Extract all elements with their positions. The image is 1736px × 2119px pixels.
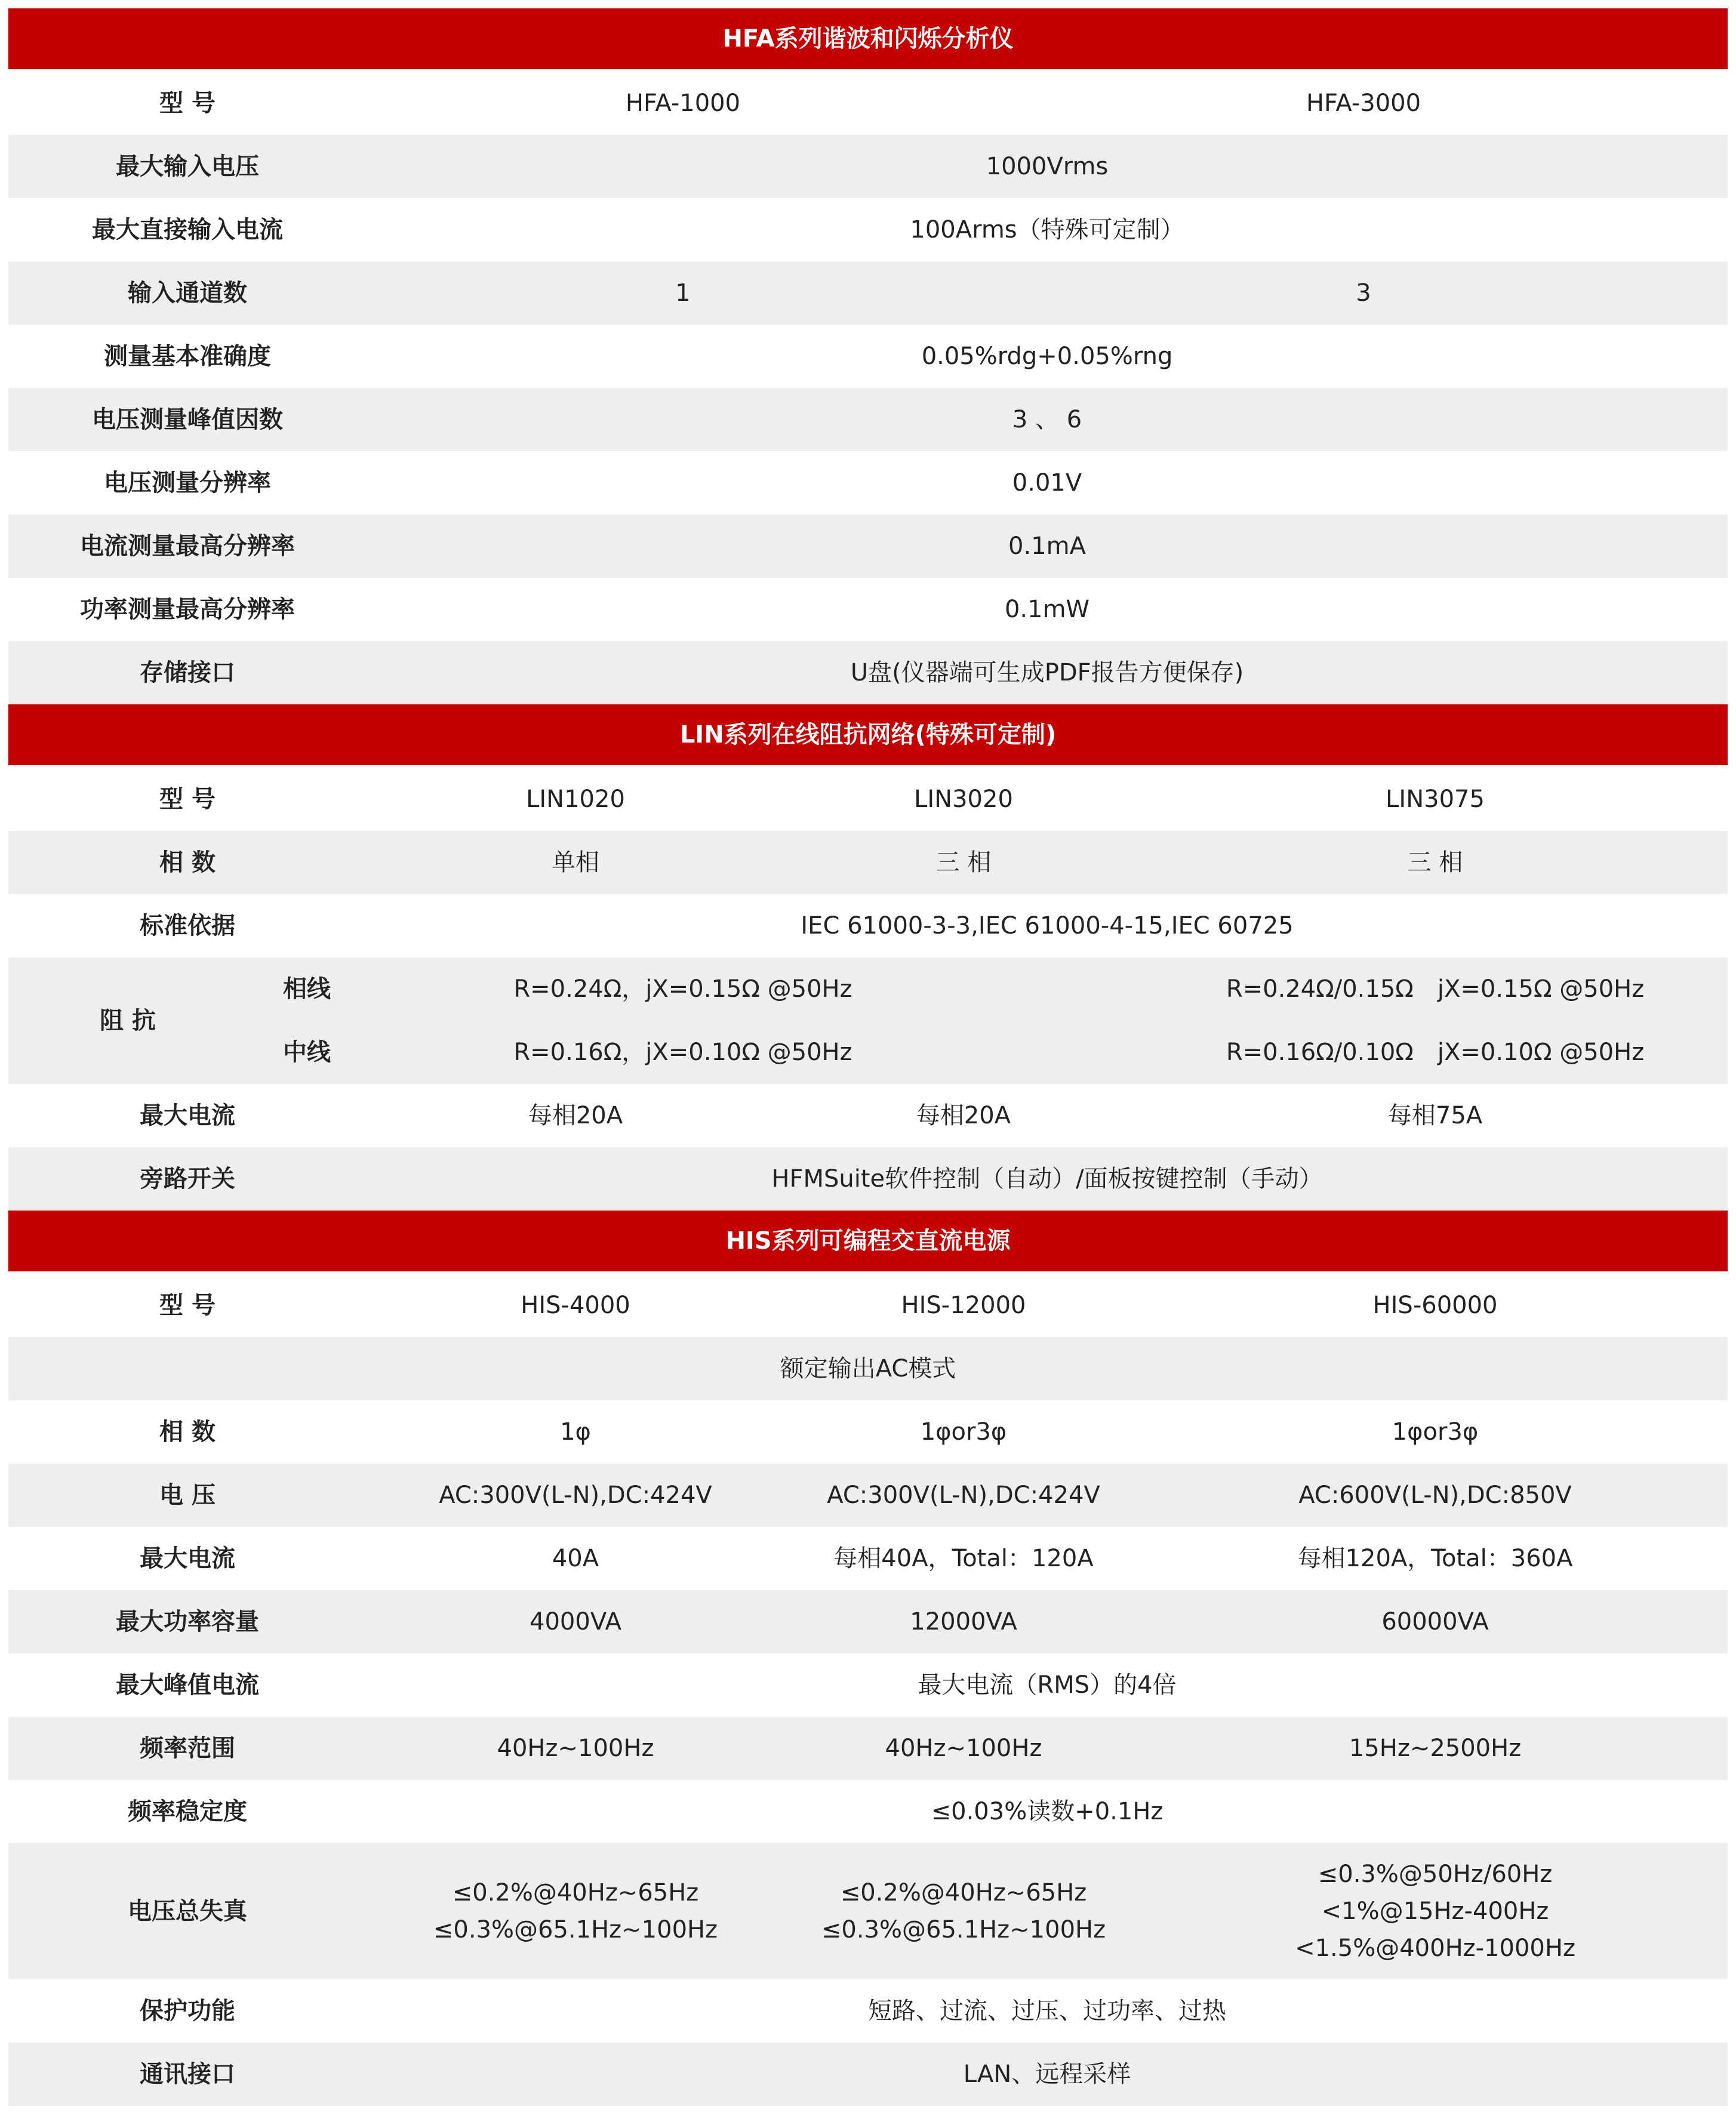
cell: 1φ: [367, 1400, 784, 1464]
table-row: [8, 1147, 1728, 1211]
cell: AC:300V(L-N),DC:424V: [784, 1464, 1143, 1527]
cell: 单相: [367, 831, 784, 894]
cell: 每相75A: [1143, 1084, 1728, 1147]
row-label: 最大输入电压: [8, 135, 367, 198]
row-label: 电压测量分辨率: [8, 451, 367, 515]
table-row: [8, 388, 1728, 451]
row-label: 频率范围: [8, 1717, 367, 1780]
cell: HFA-3000: [999, 72, 1728, 135]
cell: 1: [367, 261, 999, 325]
row-label: 最大电流: [8, 1084, 367, 1147]
table-row: [8, 1979, 1728, 2043]
row-label: 最大峰值电流: [8, 1653, 367, 1717]
row-label: 型 号: [8, 72, 367, 135]
table-row: [8, 515, 1728, 578]
cell: 短路、过流、过压、过功率、过热: [367, 1979, 1728, 2043]
cell: [1143, 1843, 1728, 1979]
cell: 12000VA: [784, 1590, 1143, 1653]
cell: 三 相: [784, 831, 1143, 894]
table-row: [8, 957, 1728, 1021]
row-label: 旁路开关: [8, 1147, 367, 1211]
table-row: [8, 1337, 1728, 1400]
cell: 0.1mA: [367, 515, 1728, 578]
cell-part: R=0.16Ω/0.10Ω: [1226, 1039, 1414, 1066]
cell: 4000VA: [367, 1590, 784, 1653]
spec-table-container: [8, 8, 1728, 2106]
table-row: [8, 1590, 1728, 1653]
row-label: 最大电流: [8, 1527, 367, 1590]
cell: 100Arms（特殊可定制）: [367, 198, 1728, 261]
cell: R=0.16Ω，jX=0.10Ω @50Hz: [367, 1021, 999, 1084]
table-row: [8, 1274, 1728, 1337]
cell-line: ≤0.3%@65.1Hz~100Hz: [821, 1916, 1106, 1944]
cell-empty: [999, 1021, 1143, 1084]
table-row: [8, 325, 1728, 388]
cell: 三 相: [1143, 831, 1728, 894]
cell: U盘(仪器端可生成PDF报告方便保存): [367, 641, 1728, 704]
table-row: [8, 578, 1728, 641]
table-row: [8, 1084, 1728, 1147]
sub-label: 相线: [247, 957, 367, 1021]
row-label: 相 数: [8, 831, 367, 894]
row-label: 电 压: [8, 1464, 367, 1527]
cell: 每相20A: [367, 1084, 784, 1147]
table-row: [8, 451, 1728, 515]
table-row: [8, 1400, 1728, 1464]
table-row: [8, 1780, 1728, 1843]
cell: LIN3075: [1143, 768, 1728, 831]
table-row: [8, 2043, 1728, 2106]
cell: 0.01V: [367, 451, 1728, 515]
table-row: [8, 72, 1728, 135]
cell: 40A: [367, 1527, 784, 1590]
cell: IEC 61000-3-3,IEC 61000-4-15,IEC 60725: [367, 894, 1728, 957]
cell: HFMSuite软件控制（自动）/面板按键控制（手动）: [367, 1147, 1728, 1211]
row-label: 阻 抗: [8, 957, 247, 1084]
table-row: [8, 1717, 1728, 1780]
table-row: [8, 831, 1728, 894]
row-label: 通讯接口: [8, 2043, 367, 2106]
his-section-header: [8, 1211, 1728, 1274]
row-label: 电流测量最高分辨率: [8, 515, 367, 578]
cell-empty: [999, 957, 1143, 1021]
row-label: 功率测量最高分辨率: [8, 578, 367, 641]
row-label: 保护功能: [8, 1979, 367, 2043]
cell: LIN3020: [784, 768, 1143, 831]
cell-line: ≤0.2%@40Hz~65Hz: [840, 1879, 1087, 1907]
cell-line: ≤0.3%@50Hz/60Hz: [1318, 1861, 1553, 1888]
row-label: 输入通道数: [8, 261, 367, 325]
cell: LIN1020: [367, 768, 784, 831]
row-label: 存储接口: [8, 641, 367, 704]
row-label: 测量基本准确度: [8, 325, 367, 388]
cell-line: ≤0.2%@40Hz~65Hz: [452, 1879, 699, 1907]
cell: 0.1mW: [367, 578, 1728, 641]
cell: 15Hz~2500Hz: [1143, 1717, 1728, 1780]
lin-section-header: [8, 704, 1728, 768]
cell: [1143, 1021, 1728, 1084]
cell: 40Hz~100Hz: [784, 1717, 1143, 1780]
table-row: [8, 261, 1728, 325]
table-row: [8, 1843, 1728, 1979]
cell: AC:300V(L-N),DC:424V: [367, 1464, 784, 1527]
hfa-title: HFA系列谐波和闪烁分析仪: [8, 8, 1728, 72]
row-label: 最大直接输入电流: [8, 198, 367, 261]
cell: HIS-12000: [784, 1274, 1143, 1337]
row-label: 型 号: [8, 768, 367, 831]
mode-label: 额定输出AC模式: [8, 1337, 1728, 1400]
cell: 1000Vrms: [367, 135, 1728, 198]
cell: AC:600V(L-N),DC:850V: [1143, 1464, 1728, 1527]
row-label: 频率稳定度: [8, 1780, 367, 1843]
cell: [367, 1843, 784, 1979]
cell: 3: [999, 261, 1728, 325]
cell: [1143, 957, 1728, 1021]
lin-title: LIN系列在线阻抗网络(特殊可定制): [8, 704, 1728, 768]
cell: 每相40A，Total：120A: [784, 1527, 1143, 1590]
his-title: HIS系列可编程交直流电源: [8, 1211, 1728, 1274]
cell: LAN、远程采样: [367, 2043, 1728, 2106]
cell: 0.05%rdg+0.05%rng: [367, 325, 1728, 388]
cell-part: R=0.24Ω/0.15Ω: [1226, 975, 1414, 1003]
table-row: [8, 1021, 1728, 1084]
cell: 最大电流（RMS）的4倍: [367, 1653, 1728, 1717]
sub-label: 中线: [247, 1021, 367, 1084]
cell: ≤0.03%读数+0.1Hz: [367, 1780, 1728, 1843]
cell-line: <1.5%@400Hz-1000Hz: [1295, 1935, 1575, 1962]
row-label: 型 号: [8, 1274, 367, 1337]
cell: 1φor3φ: [1143, 1400, 1728, 1464]
cell: 40Hz~100Hz: [367, 1717, 784, 1780]
cell: 3 、 6: [367, 388, 1728, 451]
table-row: [8, 1527, 1728, 1590]
cell-line: <1%@15Hz-400Hz: [1321, 1898, 1549, 1925]
cell: 每相20A: [784, 1084, 1143, 1147]
table-row: [8, 768, 1728, 831]
cell: HIS-4000: [367, 1274, 784, 1337]
cell-part: jX=0.15Ω @50Hz: [1437, 975, 1645, 1003]
cell: HFA-1000: [367, 72, 999, 135]
cell: 每相120A，Total：360A: [1143, 1527, 1728, 1590]
table-row: [8, 135, 1728, 198]
cell-part: jX=0.10Ω @50Hz: [1437, 1039, 1645, 1066]
table-row: [8, 198, 1728, 261]
cell: [784, 1843, 1143, 1979]
row-label: 电压测量峰值因数: [8, 388, 367, 451]
table-row: [8, 1464, 1728, 1527]
row-label: 最大功率容量: [8, 1590, 367, 1653]
row-label: 标准依据: [8, 894, 367, 957]
cell-line: ≤0.3%@65.1Hz~100Hz: [433, 1916, 718, 1944]
cell: 1φor3φ: [784, 1400, 1143, 1464]
row-label: 相 数: [8, 1400, 367, 1464]
cell: 60000VA: [1143, 1590, 1728, 1653]
hfa-section-header: [8, 8, 1728, 72]
cell: HIS-60000: [1143, 1274, 1728, 1337]
cell: R=0.24Ω，jX=0.15Ω @50Hz: [367, 957, 999, 1021]
spec-table: [8, 8, 1728, 2106]
table-row: [8, 641, 1728, 704]
table-row: [8, 894, 1728, 957]
table-row: [8, 1653, 1728, 1717]
row-label: 电压总失真: [8, 1843, 367, 1979]
